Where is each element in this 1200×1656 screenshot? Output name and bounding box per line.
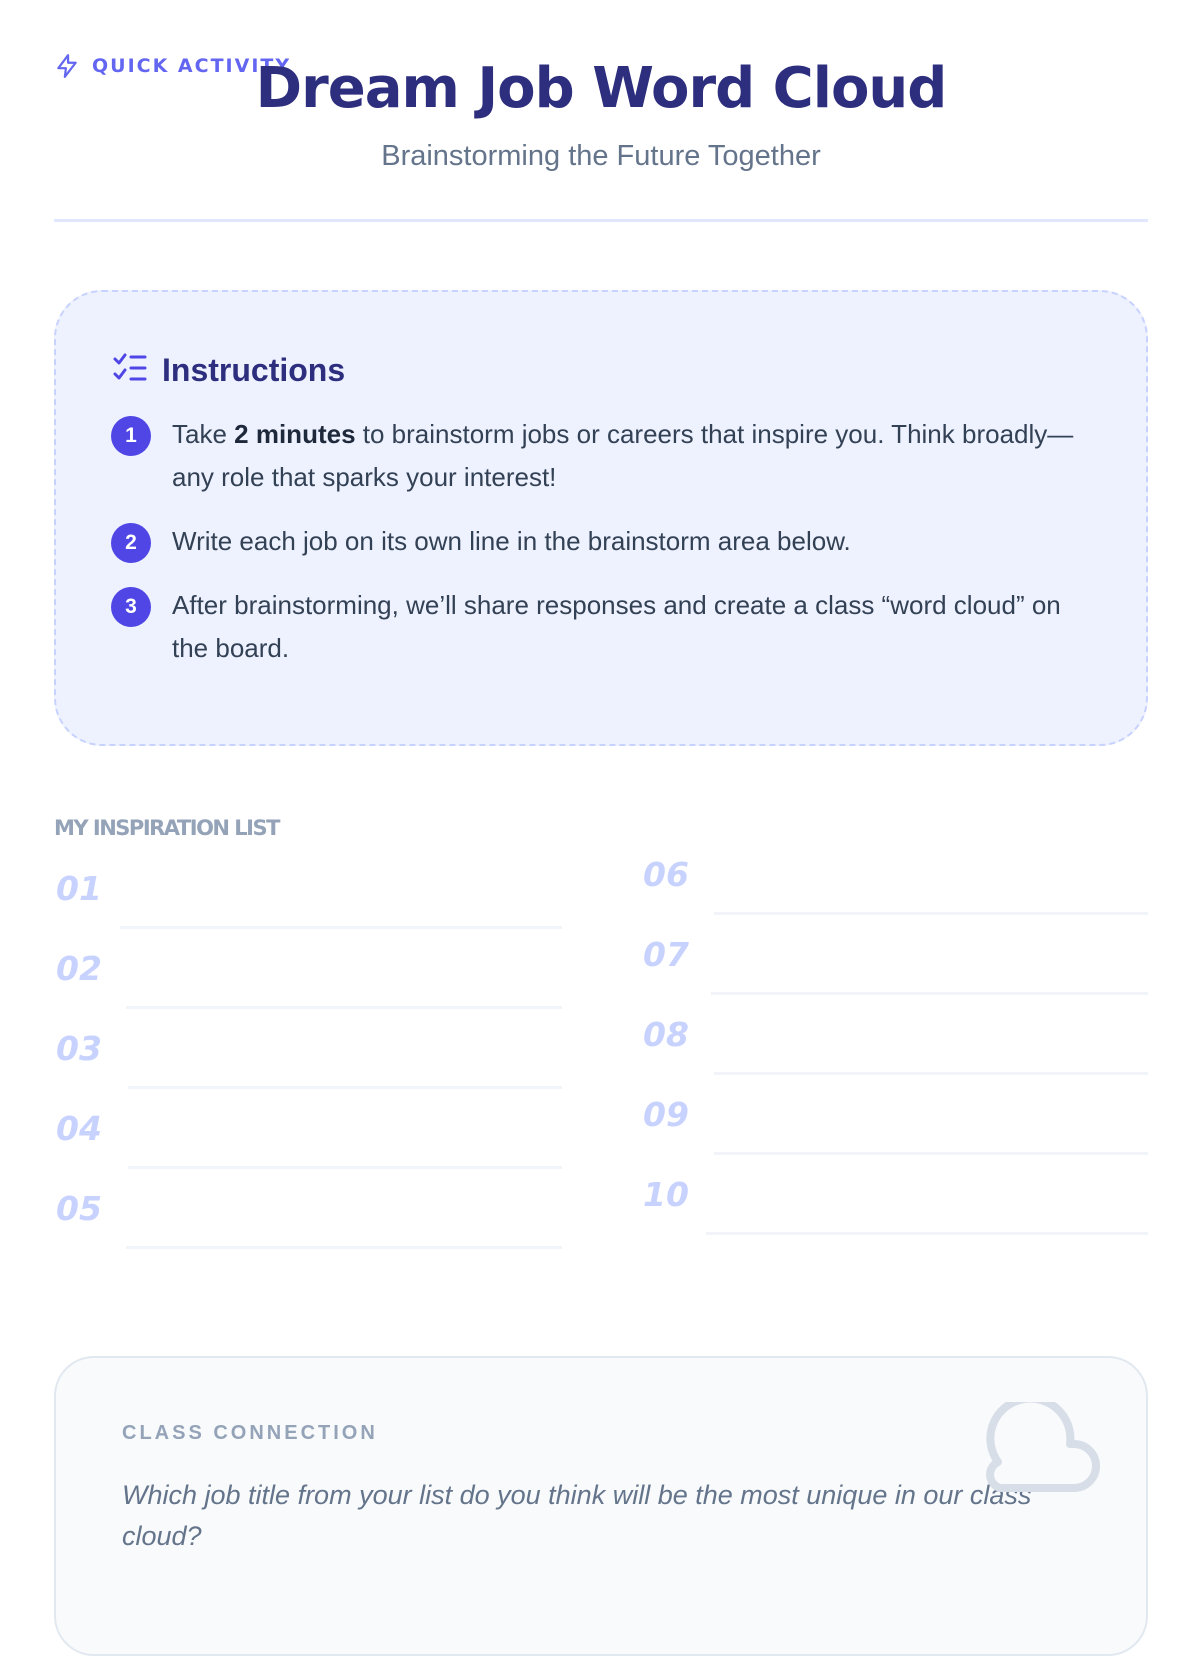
step-number-badge: 3 [111, 587, 151, 627]
inspiration-list-title: MY INSPIRATION LIST [54, 816, 279, 840]
list-slot [643, 855, 1148, 915]
page-header [54, 0, 1148, 224]
slot-number: 08 [643, 1015, 689, 1054]
write-line[interactable] [126, 1246, 562, 1249]
page-subtitle: Brainstorming the Future Together [381, 140, 821, 172]
class-connection-card [54, 1356, 1148, 1656]
slot-number: 10 [643, 1175, 689, 1214]
connection-label: CLASS CONNECTION [122, 1422, 378, 1444]
list-slot [56, 869, 562, 929]
badge-label: QUICK ACTIVITY [92, 55, 292, 77]
instruction-step [111, 525, 1091, 563]
write-line[interactable] [128, 1166, 562, 1169]
instructions-title: Instructions [162, 352, 346, 388]
list-slot [56, 1029, 562, 1089]
write-line[interactable] [120, 926, 562, 929]
instructions-panel [54, 290, 1148, 746]
step-number-badge: 1 [111, 416, 151, 456]
step-text: After brainstorming, we’ll share responses and create a class “word cloud” on the board. [172, 590, 1061, 663]
instructions-heading [112, 352, 345, 389]
header-divider [54, 219, 1148, 222]
cloud-icon [976, 1402, 1102, 1499]
instructions-steps [111, 418, 1091, 696]
instruction-step [111, 418, 1091, 499]
list-slot [56, 1189, 562, 1249]
connection-question: Which job title from your list do you think will be the most unique in our class cloud? [122, 1480, 1032, 1551]
list-slot [643, 935, 1148, 995]
slot-number: 05 [56, 1189, 102, 1228]
instruction-step [111, 589, 1091, 670]
slot-number: 07 [643, 935, 689, 974]
list-slot [56, 949, 562, 1009]
checklist-icon [112, 352, 148, 389]
step-text: Take 2 minutes to brainstorm jobs or careers that inspire you. Think broadly—any role that sparks your interest! [172, 419, 1074, 492]
write-line[interactable] [714, 1152, 1148, 1155]
list-slot [643, 1095, 1148, 1155]
slot-number: 03 [56, 1029, 102, 1068]
list-slot [56, 1109, 562, 1169]
list-slot [643, 1175, 1148, 1235]
step-number-badge: 2 [111, 523, 151, 563]
step-emphasis: 2 minutes [234, 419, 356, 449]
slot-number: 02 [56, 949, 102, 988]
page-title: Dream Job Word Cloud [255, 56, 947, 121]
write-line[interactable] [706, 1232, 1148, 1235]
step-text: Write each job on its own line in the brainstorm area below. [172, 526, 851, 556]
slot-number: 04 [56, 1109, 102, 1148]
write-line[interactable] [714, 1072, 1148, 1075]
write-line[interactable] [126, 1006, 562, 1009]
slot-number: 09 [643, 1095, 689, 1134]
write-line[interactable] [711, 992, 1148, 995]
slot-number: 01 [56, 869, 102, 908]
slot-number: 06 [643, 855, 689, 894]
write-line[interactable] [714, 912, 1148, 915]
write-line[interactable] [128, 1086, 562, 1089]
list-slot [643, 1015, 1148, 1075]
